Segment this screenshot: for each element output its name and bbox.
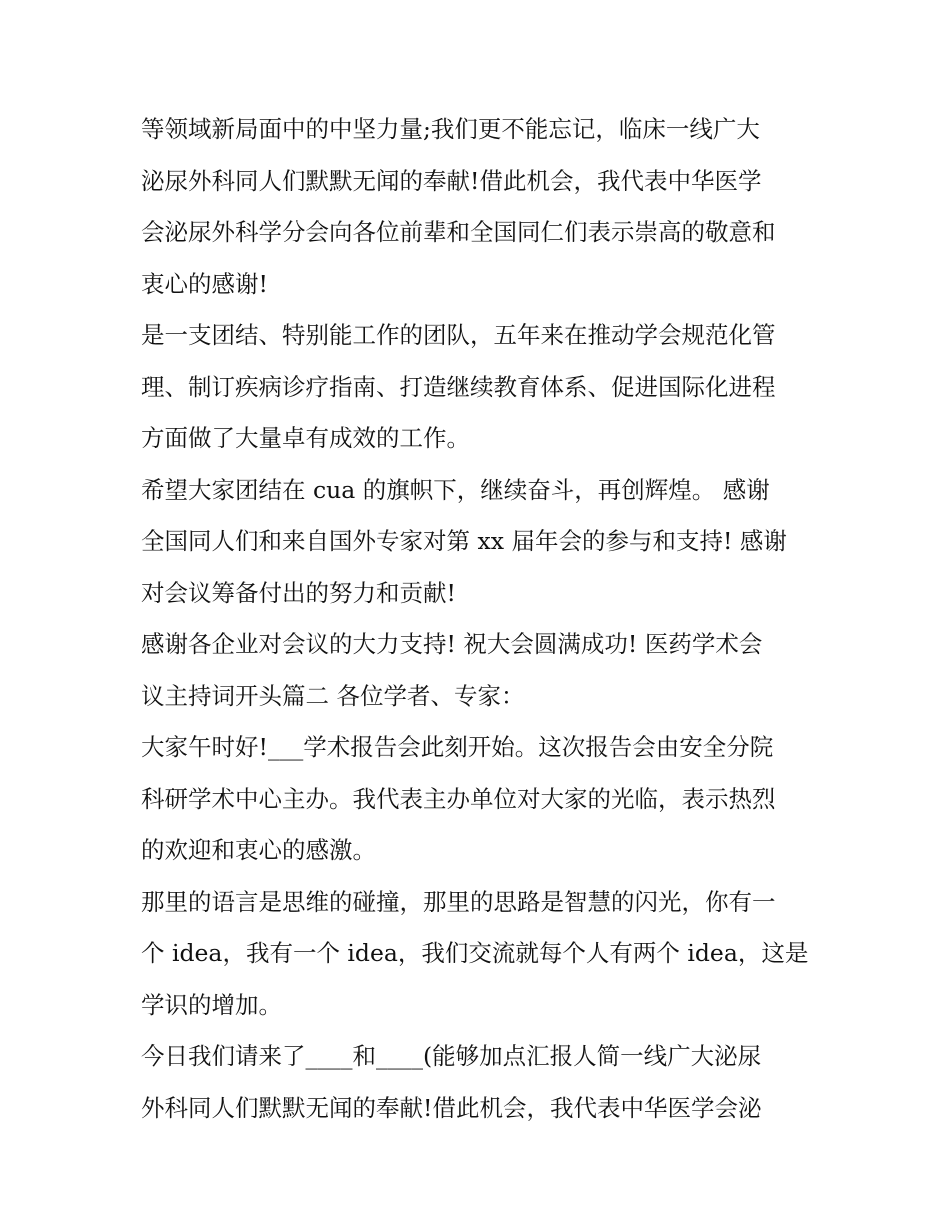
text-line: 科研学术中心主办。我代表主办单位对大家的光临，表示热烈 [141,784,776,813]
text-line: 理、制订疾病诊疗指南、打造继续教育体系、促进国际化进程 [141,372,776,401]
text-line: 感谢各企业对会议的大力支持! 祝大会圆满成功! 医药学术会 [141,630,763,658]
text-line: 方面做了大量卓有成效的工作。 [141,424,470,452]
text-line: 对会议筹备付出的努力和贡献! [141,578,456,607]
text-line: 学识的增加。 [141,990,282,1019]
text-line: 等领域新局面中的中坚力量;我们更不能忘记，临床一线广大 [141,115,760,143]
document-body [141,104,821,1134]
text-line: 今日我们请来了____和____(能够加点汇报人简一线广大泌尿 [141,1042,762,1070]
text-line: 议主持词开头篇二 各位学者、专家： [141,681,525,710]
text-line: 是一支团结、特别能工作的团队，五年来在推动学会规范化管 [141,321,776,349]
text-line: 外科同人们默默无闻的奉献!借此机会，我代表中华医学会泌 [141,1093,762,1122]
text-line: 大家午时好!___学术报告会此刻开始。这次报告会由安全分院 [141,733,774,761]
text-line: 全国同人们和来自国外专家对第 xx 届年会的参与和支持! 感谢 [141,527,787,555]
text-line: 泌尿外科同人们默默无闻的奉献!借此机会，我代表中华医学 [141,166,762,195]
text-line: 会泌尿外科学分会向各位前辈和全国同仁们表示崇高的敬意和 [141,218,776,246]
text-line: 衷心的感谢! [141,269,268,298]
text-line: 希望大家团结在 cua 的旗帜下，继续奋斗，再创辉煌。 感谢 [141,475,770,504]
text-line: 个 idea，我有一个 idea，我们交流就每个人有两个 idea，这是 [141,939,809,967]
text-line: 的欢迎和衷心的感激。 [141,836,376,864]
text-line: 那里的语言是思维的碰撞，那里的思路是智慧的闪光，你有一 [141,887,776,916]
